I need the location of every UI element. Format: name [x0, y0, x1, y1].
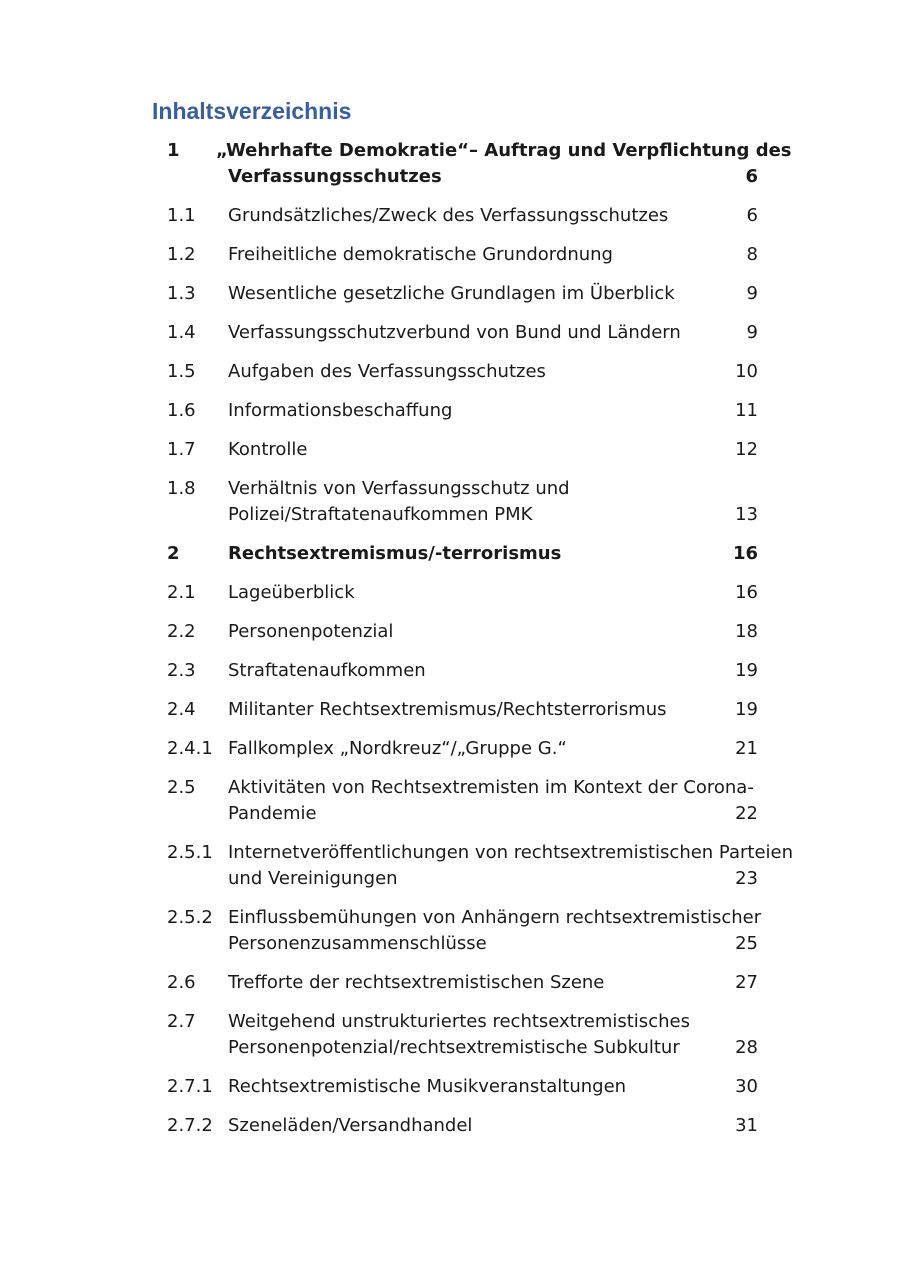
toc-entry[interactable] [0, 619, 900, 645]
toc-entry-page-number: 12 [735, 439, 758, 460]
toc-entry[interactable] [0, 697, 900, 723]
toc-entry-number: 2.3 [167, 660, 196, 681]
toc-entry-title-line: Pandemie [228, 803, 317, 824]
toc-entry[interactable] [0, 840, 900, 892]
toc-entry-title [228, 359, 788, 385]
toc-entry[interactable] [0, 476, 900, 528]
toc-entry-title-line: Internetveröffentlichungen von rechtsextremistischen Parteien [228, 842, 794, 863]
toc-entry-page-number: 22 [735, 803, 758, 824]
toc-entry-title-line: „Wehrhafte Demokratie“– Auftrag und Verpflichtung des [216, 140, 792, 161]
toc-entry-number: 1.8 [167, 478, 196, 499]
toc-entry-title [216, 138, 792, 190]
toc-entry-title-line: Einflussbemühungen von Anhängern rechtsextremistischer [228, 907, 762, 928]
toc-entry-number: 1.6 [167, 400, 196, 421]
toc-entry-page-number: 11 [735, 400, 758, 421]
toc-entry-number: 2.4.1 [167, 738, 213, 759]
toc-entry-number: 1.2 [167, 244, 196, 265]
toc-entry-page-number: 9 [746, 283, 758, 304]
toc-entry[interactable] [0, 320, 900, 346]
toc-entry-title [228, 697, 788, 723]
toc-entry-title-line: Straftatenaufkommen [228, 660, 426, 681]
toc-entry-number: 2.2 [167, 621, 196, 642]
toc-entry-title-line: Grundsätzliches/Zweck des Verfassungsschutzes [228, 205, 669, 226]
toc-entry-page-number: 30 [735, 1076, 758, 1097]
toc-entry-page-number: 31 [735, 1115, 758, 1136]
toc-entry-title [228, 437, 788, 463]
toc-entry-title-line: Informationsbeschaffung [228, 400, 453, 421]
toc-entry-number: 2.7.2 [167, 1115, 213, 1136]
toc-entry[interactable] [0, 138, 900, 190]
toc-entry-title [228, 1074, 788, 1100]
toc-entry[interactable] [0, 281, 900, 307]
toc-entry-title-line: Wesentliche gesetzliche Grundlagen im Überblick [228, 283, 675, 304]
toc-entry-number: 2.1 [167, 582, 196, 603]
toc-entry-page-number: 19 [735, 660, 758, 681]
toc-entry[interactable] [0, 775, 900, 827]
toc-entry-title [228, 398, 788, 424]
toc-entry-title [228, 541, 788, 567]
toc-entry-page-number: 23 [735, 868, 758, 889]
toc-entry-title-line: Verfassungsschutzes [228, 166, 442, 187]
toc-entry-page-number: 27 [735, 972, 758, 993]
toc-entry-page-number: 25 [735, 933, 758, 954]
toc-entry-page-number: 21 [735, 738, 758, 759]
toc-entry[interactable] [0, 658, 900, 684]
toc-entry-title-line: Kontrolle [228, 439, 308, 460]
toc-entry-title-line: Militanter Rechtsextremismus/Rechtsterrorismus [228, 699, 667, 720]
toc-entry-title [228, 619, 788, 645]
toc-entry-title [228, 970, 788, 996]
toc-entry[interactable] [0, 541, 900, 567]
toc-entry[interactable] [0, 905, 900, 957]
toc-entry[interactable] [0, 736, 900, 762]
toc-entry-number: 1.5 [167, 361, 196, 382]
toc-entry-page-number: 28 [735, 1037, 758, 1058]
toc-entry[interactable] [0, 1074, 900, 1100]
toc-entry-number: 1.4 [167, 322, 196, 343]
toc-entry[interactable] [0, 203, 900, 229]
toc-entry-title-line: Szeneläden/Versandhandel [228, 1115, 473, 1136]
toc-entry-title-line: Aktivitäten von Rechtsextremisten im Kontext der Corona- [228, 777, 754, 798]
toc-entry[interactable] [0, 398, 900, 424]
toc-title: Inhaltsverzeichnis [152, 98, 352, 124]
toc-entry-title-line: Rechtsextremistische Musikveranstaltungen [228, 1076, 627, 1097]
toc-entry-page-number: 10 [735, 361, 758, 382]
toc-entry-title-line: Personenzusammenschlüsse [228, 933, 487, 954]
toc-entry-title [228, 320, 788, 346]
toc-entry-title [228, 736, 788, 762]
toc-entry-page-number: 16 [735, 582, 758, 603]
toc-entry[interactable] [0, 437, 900, 463]
toc-entry-number: 1 [167, 140, 180, 161]
toc-entry[interactable] [0, 1113, 900, 1139]
toc-entry-number: 1.7 [167, 439, 196, 460]
toc-entry-title [228, 1113, 788, 1139]
toc-entry-title [228, 1009, 788, 1061]
toc-entry[interactable] [0, 359, 900, 385]
toc-entry-title [228, 905, 788, 957]
toc-entry-number: 2.5.2 [167, 907, 213, 928]
toc-entry-page-number: 18 [735, 621, 758, 642]
toc-entry[interactable] [0, 1009, 900, 1061]
toc-entry-number: 2.6 [167, 972, 196, 993]
toc-entry[interactable] [0, 970, 900, 996]
toc-entry-title-line: Trefforte der rechtsextremistischen Szene [228, 972, 605, 993]
toc-entry-title [228, 242, 788, 268]
toc-entry-title [228, 203, 788, 229]
toc-entry-number: 1.1 [167, 205, 196, 226]
toc-entry-title [228, 580, 788, 606]
toc-entry-title-line: und Vereinigungen [228, 868, 398, 889]
toc-entry-number: 2.4 [167, 699, 196, 720]
toc-entry-title [228, 281, 788, 307]
toc-entry-page-number: 6 [745, 166, 758, 187]
toc-entry-title-line: Personenpotenzial [228, 621, 394, 642]
toc-entry-title [228, 840, 794, 892]
toc-entry-page-number: 13 [735, 504, 758, 525]
toc-entry-title-line: Verhältnis von Verfassungsschutz und [228, 478, 570, 499]
toc-entry-title-line: Weitgehend unstrukturiertes rechtsextremistisches [228, 1011, 690, 1032]
toc-entry-title [228, 476, 788, 528]
toc-entry-title-line: Freiheitliche demokratische Grundordnung [228, 244, 613, 265]
toc-entry[interactable] [0, 242, 900, 268]
toc-entry-number: 2.5 [167, 777, 196, 798]
toc-entry-number: 2.5.1 [167, 842, 213, 863]
toc-entry-title-line: Verfassungsschutzverbund von Bund und Ländern [228, 322, 681, 343]
toc-entry-title-line: Aufgaben des Verfassungsschutzes [228, 361, 546, 382]
toc-entry-title [228, 775, 788, 827]
toc-entry-number: 2.7 [167, 1011, 196, 1032]
toc-entry-page-number: 19 [735, 699, 758, 720]
toc-entry-page-number: 6 [746, 205, 758, 226]
toc-entry-number: 1.3 [167, 283, 196, 304]
toc-entry-title-line: Polizei/Straftatenaufkommen PMK [228, 504, 533, 525]
toc-entry-page-number: 8 [746, 244, 758, 265]
toc-entry-page-number: 16 [732, 543, 758, 564]
toc-entry[interactable] [0, 580, 900, 606]
toc-entry-page-number: 9 [746, 322, 758, 343]
toc-entry-title [228, 658, 788, 684]
toc-entry-title-line: Lageüberblick [228, 582, 355, 603]
toc-entry-title-line: Rechtsextremismus/-terrorismus [228, 543, 562, 564]
toc-entry-number: 2 [167, 543, 180, 564]
toc-entry-title-line: Fallkomplex „Nordkreuz“/„Gruppe G.“ [228, 738, 567, 759]
toc-entry-number: 2.7.1 [167, 1076, 213, 1097]
toc-entry-title-line: Personenpotenzial/rechtsextremistische Subkultur [228, 1037, 680, 1058]
